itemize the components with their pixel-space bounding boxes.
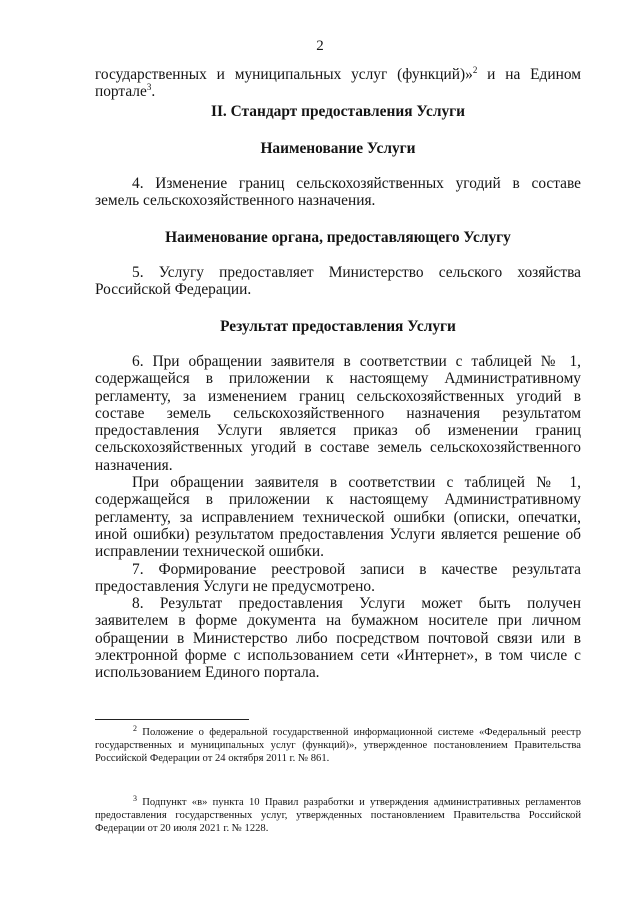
intro-text-2: и на Едином портале (95, 66, 582, 101)
page-number: 2 (316, 38, 324, 54)
intro-end: . (151, 83, 156, 101)
paragraph-4: 4. Изменение границ сельскохозяйственных угодий в составе земель сельскохозяйственного назначения. (95, 175, 581, 210)
paragraph-6-2: При обращении заявителя в соответствии с таблицей № 1, содержащейся в приложении к настоящему Административному регламенту, за исправлением технической ошибки (описки, опечатки, иной ошибки) результатом предоставления Услуги является решение об исправлении технической ошибки. (95, 474, 581, 561)
footnote-text-3: Подпункт «в» пункта 10 Правил разработки и утверждения административных регламентов предоставления государственных услуг, утвержденных постановлением Правительства Российской Федерации от 20 июля 2021 г. № 1228. (95, 797, 581, 834)
section-heading: II. Стандарт предоставления Услуги (210, 102, 466, 120)
footnote-2 (95, 724, 581, 765)
footnote-ref-3[interactable]: 3 (146, 82, 152, 93)
footnote-mark-3: 3 (133, 794, 137, 803)
subheading-authority: Наименование органа, предоставляющего Услугу (165, 228, 511, 246)
intro-text: государственных и муниципальных услуг (функций)» (95, 66, 473, 83)
subheading-service-name: Наименование Услуги (260, 139, 416, 157)
paragraph-8: 8. Результат предоставления Услуги может быть получен заявителем в форме документа на бумажном носителе при личном обращении в Министерство либо посредством почтовой связи или в электронной форме с использованием сети «Интернет», в том числе с использованием Единого портала. (95, 595, 581, 682)
footnote-mark-2: 2 (133, 724, 137, 733)
document-body (95, 66, 581, 682)
intro-paragraph (95, 66, 581, 101)
paragraph-7: 7. Формирование реестровой записи в качестве результата предоставления Услуги не предусмотрено. (95, 560, 581, 595)
footnote-ref-2[interactable]: 2 (472, 65, 478, 75)
paragraph-5: 5. Услугу предоставляет Министерство сельского хозяйства Российской Федерации. (95, 264, 581, 299)
footnote-3 (95, 794, 581, 835)
subheading-result: Результат предоставления Услуги (220, 317, 456, 335)
paragraph-6-1: 6. При обращении заявителя в соответствии с таблицей № 1, содержащейся в приложении к настоящему Административному регламенту, за изменением границ сельскохозяйственных угодий в составе земель сельскохозяйственного назначения результатом предоставления Услуги является приказ об изменении границ сельскохозяйственных угодий в составе земель сельскохозяйственного назначения. (95, 352, 581, 474)
footnote-text-2: Положение о федеральной государственной информационной системе «Федеральный реестр государственных и муниципальных услуг (функций)», утвержденное постановлением Правительства Российской Федерации от 24 октября 2011 г. № 861. (95, 727, 581, 764)
footnote-divider (95, 719, 249, 720)
